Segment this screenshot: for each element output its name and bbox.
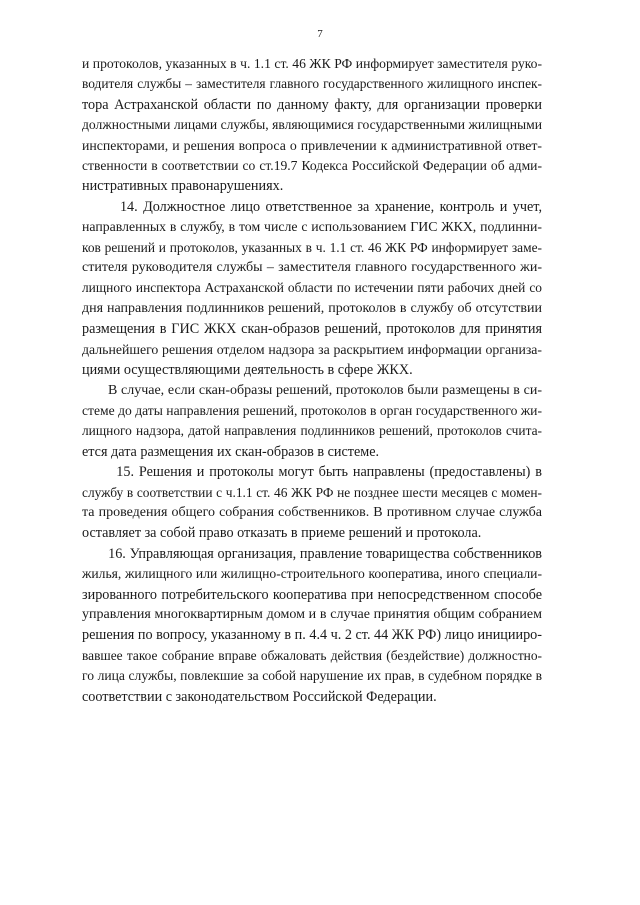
text-line: стителя руководителя службы – заместителя главного государственного жи-	[82, 260, 542, 276]
text-line: дня направления подлинников решений, протоколов в службу об отсутствии	[82, 300, 542, 316]
text-line: 15. Решения и протоколы могут быть направлены (предоставлены) в	[82, 464, 542, 481]
paragraph-continuation	[82, 54, 542, 197]
page-number: 7	[317, 28, 323, 40]
text-line: направленных в службу, в том числе с использованием ГИС ЖКХ, подлинни-	[82, 219, 542, 235]
text-line: ков решений и протоколов, указанных в ч. 1.1 ст. 46 ЖК РФ информирует заме-	[82, 239, 542, 255]
text-line: размещения в ГИС ЖКХ скан-образов решений, протоколов для принятия	[82, 321, 542, 338]
text-line: тора Астраханской области по данному факту, для организации проверки	[82, 96, 542, 113]
text-line: и протоколов, указанных в ч. 1.1 ст. 46 ЖК РФ информирует заместителя руко-	[82, 56, 542, 71]
text-line: 16. Управляющая организация, правление товарищества собственников	[82, 545, 542, 562]
text-line: дальнейшего решения отделом надзора за раскрытием информации организа-	[82, 341, 542, 357]
text-line: ственности в соответствии со ст.19.7 Кодекса Российской Федерации об адми-	[82, 158, 542, 174]
text-line: лищного надзора, датой направления подлинников решений, протоколов счита-	[82, 423, 542, 439]
text-line: должностными лицами службы, являющимися государственными жилищными	[82, 117, 542, 133]
text-line: та проведения общего собрания собственников. В противном случае служба	[82, 504, 542, 520]
paragraph-16	[82, 544, 542, 707]
paragraph-scan-dates	[82, 381, 542, 463]
text-line: зированного потребительского кооператива при непосредственном способе	[82, 586, 542, 603]
text-line: инспекторами, и решения вопроса о привлечении к административной ответ-	[82, 137, 542, 153]
text-line: го лица службы, повлекшие за собой нарушение их прав, в судебном порядке в	[82, 668, 542, 684]
text-line: нистративных правонарушениях.	[82, 178, 284, 195]
text-line: соответствии с законодательством Российской Федерации.	[82, 688, 437, 705]
text-line: управления многоквартирным домом и в случае принятия общим собранием	[82, 606, 542, 622]
text-line: В случае, если скан-образы решений, протоколов были размещены в си-	[82, 382, 542, 398]
text-line: решения по вопросу, указанному в п. 4.4 ч. 2 ст. 44 ЖК РФ) лицо иницииро-	[82, 627, 542, 644]
text-line: службу в соответствии с ч.1.1 ст. 46 ЖК РФ не позднее шести месяцев с момен-	[82, 484, 542, 500]
document-body	[82, 54, 542, 707]
text-line: циями осуществляющими деятельность в сфере ЖКХ.	[82, 362, 413, 379]
text-line: стеме до даты направления решений, протоколов в орган государственного жи-	[82, 402, 542, 418]
paragraph-14	[82, 197, 542, 381]
paragraph-15	[82, 462, 542, 544]
text-line: водителя службы – заместителя главного государственного жилищного инспек-	[82, 76, 542, 92]
text-line: оставляет за собой право отказать в приеме решений и протокола.	[82, 525, 482, 542]
text-line: вавшее такое собрание вправе обжаловать действия (бездействие) должностно-	[82, 647, 542, 663]
text-line: ется дата размещения их скан-образов в системе.	[82, 443, 380, 460]
text-line: жилья, жилищного или жилищно-строительного кооператива, иного специали-	[82, 566, 542, 582]
text-line: 14. Должностное лицо ответственное за хранение, контроль и учет,	[82, 198, 542, 215]
text-line: лищного инспектора Астраханской области по истечении пяти рабочих дней со	[82, 280, 542, 296]
